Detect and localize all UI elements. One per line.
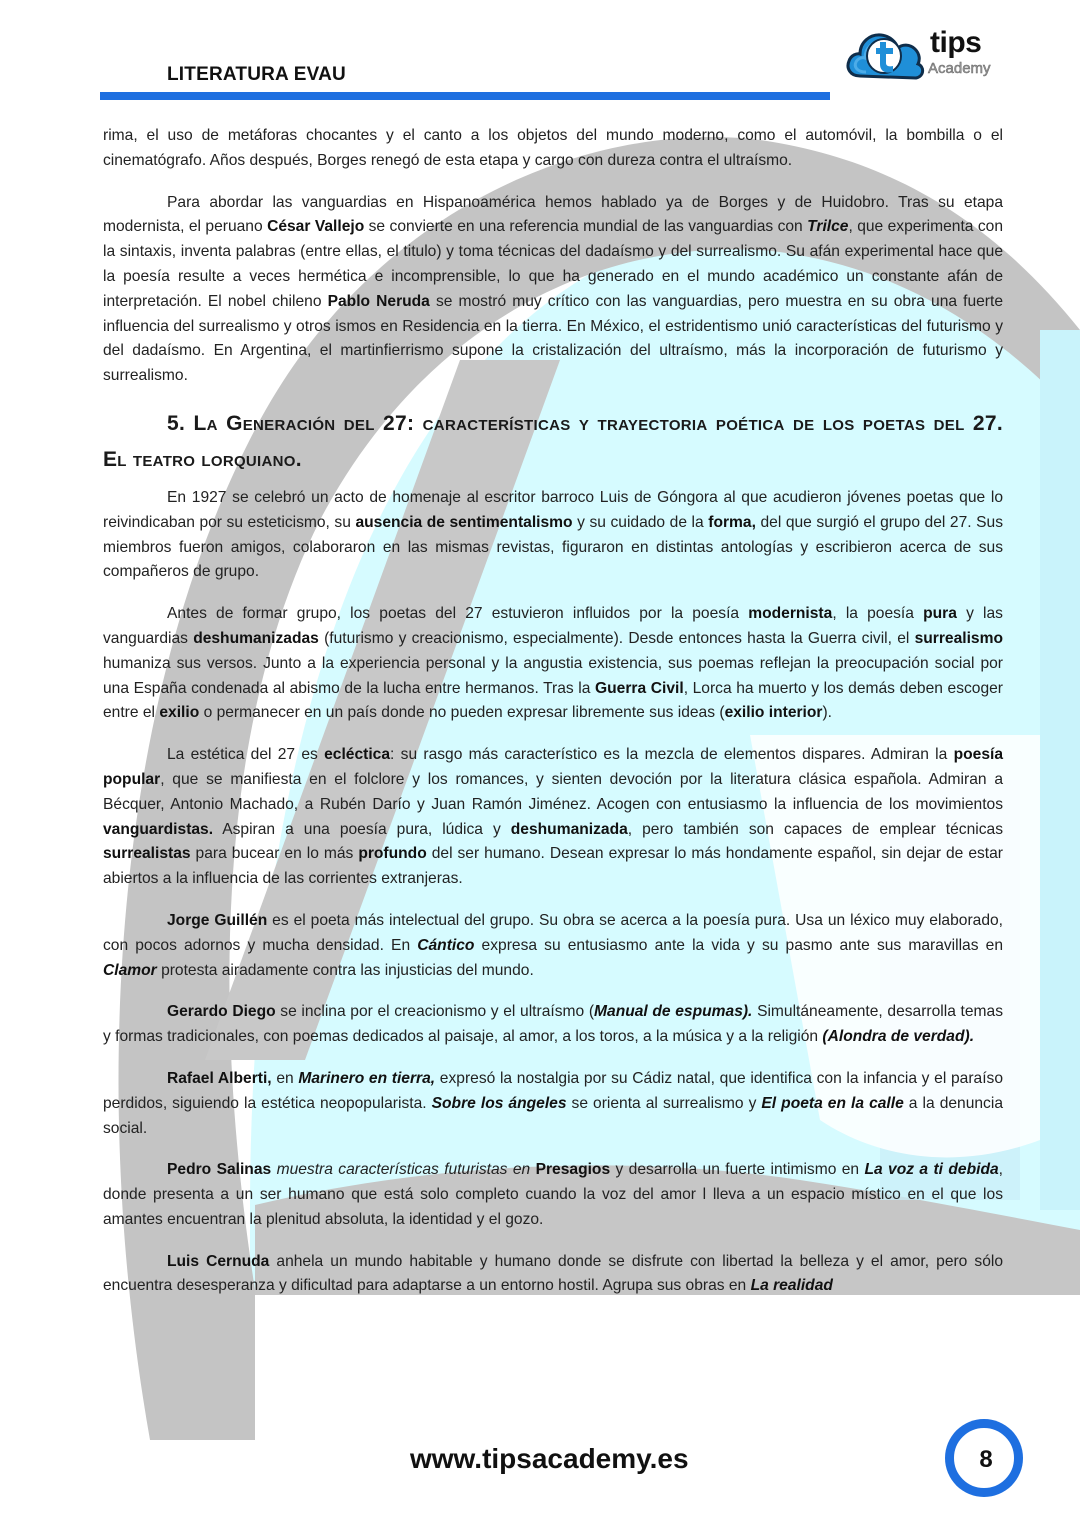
text-run: anhela un mundo habitable y humano donde se disfrute con libertad la belleza y el amor, pero sólo encuentra desesperanza y dificultad para adaptarse a un entorno hostil. Agrupa sus obras en (103, 1252, 1004, 1295)
text-run: y las vanguardias (103, 605, 1003, 647)
bold-italic-text: Clamor (103, 961, 157, 979)
header-accent-bar (100, 92, 830, 100)
bold-italic-text: Manual de espumas). (594, 1003, 753, 1021)
bold-text: ausencia de sentimentalismo (355, 513, 573, 531)
text-run: , Lorca ha muerto y los demás deben escoger entre el (103, 679, 1003, 722)
bold-text: Pablo Neruda (327, 292, 430, 310)
bold-italic-text: El poeta en la calle (761, 1094, 904, 1112)
text-run: a la denuncia social. (103, 1094, 1003, 1137)
logo-brand-text: tips (930, 26, 982, 59)
text-run: , donde presenta a un ser humano que está solo completo cuando la voz del amor l lleva a un espacio místico en el que los amantes encuentran la plenitud absoluta, la identidad y el gozo. (103, 1161, 1003, 1228)
page-number-badge (945, 1419, 1023, 1497)
italic-text: muestra características futuristas en (276, 1161, 531, 1179)
text-run: En 1927 se celebró un acto de homenaje al escritor barroco Luis de Góngora al que acudieron jóvenes poetas que lo reivindicaban por su esteticismo, su (103, 488, 1003, 531)
text-run: (futurismo y creacionismo, especialmente). Desde entonces hasta la Guerra civil, el (318, 629, 915, 647)
paragraph (103, 909, 1003, 983)
bold-italic-text: La realidad (750, 1277, 833, 1295)
paragraph (103, 1067, 1003, 1141)
bold-italic-text: Marinero en tierra, (298, 1069, 436, 1087)
text-run: Antes de formar grupo, los poetas del 27 estuvieron influidos por la poesía (167, 605, 749, 623)
bold-italic-text: La voz a ti debida (864, 1161, 999, 1179)
text-run: se inclina por el creacionismo y el ultraísmo ( (275, 1003, 595, 1021)
paragraph (103, 1158, 1003, 1232)
bold-text: Presagios (535, 1161, 611, 1179)
logo-sub-text: Academy (928, 60, 991, 77)
bold-text: Guerra Civil (595, 679, 684, 697)
bold-text: modernista (748, 605, 833, 623)
page-header (0, 0, 1080, 110)
bold-text: César Vallejo (267, 218, 365, 236)
header-title: LITERATURA EVAU (167, 64, 346, 85)
text-run: Para abordar las vanguardias en Hispanoamérica hemos hablado ya de Borges y de Huidobro. Tras su etapa modernista, el peruano (103, 193, 1003, 236)
bold-text: pura (923, 605, 957, 623)
text-run: expresó la nostalgia por su Cádiz natal, que identifica con la infancia y el paraíso perdidos, siguiendo la estética neopopularista. (103, 1069, 1003, 1112)
text-run: Simultáneamente, desarrolla temas y formas tradicionales, con poemas dedicados al paisaje, al amor, a los toros, a la música y a la religión (103, 1003, 1004, 1046)
bold-text: forma, (708, 513, 756, 531)
text-run: y desarrolla un fuerte intimismo en (610, 1161, 865, 1179)
text-run: se mostró muy crítico con las vanguardias, pero muestra en su obra una fuerte influencia del surrealismo y otros ismos en Residencia en la tierra. En México, el estridentismo unió características del futurismo y del dadaísmo. En Argentina, el martinfierrismo supone la cristalización del ultraísmo, más la incorporación de futurismo y surrealismo. (103, 292, 1003, 385)
cloud-t-icon (846, 26, 926, 82)
text-run: o permanecer en un país donde no pueden expresar libremente sus ideas ( (199, 704, 725, 722)
text-run: del ser humano. Desean expresar lo más hondamente español, sin dejar de estar abiertos a la influencia de las corrientes extranjeras. (103, 845, 1003, 888)
text-run: protesta airadamente contra las injusticias del mundo. (156, 961, 534, 979)
bold-text: Luis Cernuda (167, 1252, 270, 1270)
text-run: expresa su entusiasmo ante la vida y su pasmo ante sus maravillas en (474, 936, 1003, 954)
document-body (103, 124, 1003, 1316)
text-run: se orienta al surrealismo y (566, 1094, 762, 1112)
text-run: para bucear en lo más (190, 845, 359, 863)
text-run: , que se manifiesta en el folclore y los romances, y sienten devoción por la literatura clásica española. Admiran a Bécquer, Antonio Machado, a Rubén Darío y Juan Ramón Jiménez. Acogen con entusiasmo la influencia de los movimientos (103, 770, 1003, 813)
paragraph (103, 486, 1003, 585)
bold-italic-text: (Alondra de verdad). (822, 1028, 975, 1046)
bold-text: surrealismo (914, 629, 1003, 647)
bold-text: profundo (358, 845, 427, 863)
tips-academy-logo (846, 24, 1016, 84)
paragraph (103, 743, 1003, 892)
paragraph (103, 124, 1003, 174)
text-run: Aspiran a una poesía pura, lúdica y (213, 820, 511, 838)
bold-text: vanguardistas. (103, 820, 214, 838)
page-number-ring (952, 1426, 1016, 1490)
paragraph (103, 602, 1003, 726)
bold-italic-text: Trilce (807, 218, 849, 236)
bold-text: exilio (159, 704, 200, 722)
paragraph (103, 1000, 1003, 1050)
text-run: rima, el uso de metáforas chocantes y el canto a los objetos del mundo moderno, como el automóvil, la bombilla o el cinematógrafo. Años después, Borges renegó de esta etapa y cargo con dureza contra el ultraísmo. (103, 127, 1003, 169)
paragraph (103, 191, 1003, 389)
text-run: , la poesía (832, 605, 924, 623)
intro-paragraphs (103, 124, 1003, 389)
bold-text: Pedro Salinas (167, 1161, 272, 1179)
text-run: del que surgió el grupo del 27. Sus miembros fueron amigos, colaboraron en las mismas revistas, figuraron en distintas antologías y escribieron acerca de sus compañeros de grupo. (103, 513, 1004, 581)
bold-text: exilio interior (724, 704, 823, 722)
section-paragraphs (103, 486, 1003, 1299)
text-run: humaniza sus versos. Junto a la experiencia personal y la angustia existencia, sus poemas reflejan la preocupación social por una España condenada al abismo de la lucha entre hermanos. Tras la (103, 654, 1003, 697)
text-run: , pero también son capaces de emplear técnicas (627, 820, 1003, 838)
bold-text: surrealistas (103, 845, 191, 863)
text-run: , que experimenta con la sintaxis, inventa palabras (entre ellas, el titulo) y toma técnicas del dadaísmo y del surrealismo. Su afán experimental hace que la poesía resulte a veces hermética e incomprensible, lo que ha generado en el mundo académico un constante afán de interpretación. El nobel chileno (103, 218, 1003, 310)
bold-italic-text: Cántico (417, 936, 475, 954)
bold-text: Gerardo Diego (167, 1003, 276, 1021)
bold-text: deshumanizada (510, 820, 628, 838)
bold-text: Rafael Alberti, (167, 1069, 272, 1087)
bold-text: deshumanizadas (193, 629, 319, 647)
text-run: : su rasgo más característico es la mezcla de elementos dispares. Admiran la (390, 746, 954, 764)
bold-text: Jorge Guillén (167, 911, 268, 929)
text-run: se convierte en una referencia mundial de las vanguardias con (364, 218, 808, 236)
page-number: 8 (979, 1446, 993, 1473)
text-run: ). (822, 704, 833, 722)
footer-website-link[interactable]: www.tipsacademy.es (410, 1443, 689, 1474)
text-run: La estética del 27 es (167, 746, 325, 764)
section-heading: 5. La Generación del 27: características y trayectoria poética de los poetas del 27. El teatro lorquiano. (103, 411, 1003, 471)
bold-italic-text: Sobre los ángeles (431, 1094, 567, 1112)
paragraph (103, 1250, 1003, 1300)
bold-text: ecléctica (324, 746, 391, 764)
bold-text: poesía popular (103, 746, 1003, 788)
text-run: en (271, 1069, 299, 1087)
text-run: y su cuidado de la (572, 513, 709, 531)
text-run: es el poeta más intelectual del grupo. Su obra se acerca a la poesía pura. Usa un léxico muy elaborado, con pocos adornos y mucha densidad. En (103, 911, 1003, 954)
